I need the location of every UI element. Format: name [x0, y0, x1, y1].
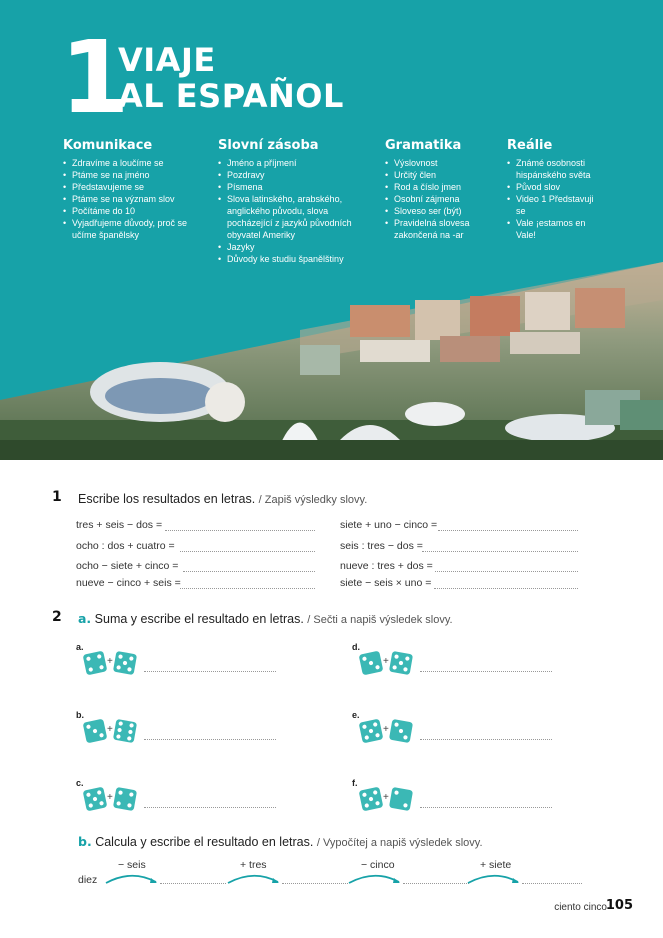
unit-title-line2: AL ESPAÑOL — [118, 77, 344, 115]
equation: ocho − siete + cinco = — [76, 560, 179, 572]
answer-line[interactable] — [183, 560, 315, 572]
chain-step-label: + siete — [480, 859, 512, 871]
answer-line[interactable] — [165, 519, 315, 531]
equation: siete + uno − cinco = — [340, 519, 438, 531]
exercise-2a-title — [78, 611, 453, 626]
list-item: • Důvody ke studiu španělštiny — [218, 253, 368, 265]
exercise-2b-subtitle: / Vypočítej a napiš výsledek slovy. — [316, 837, 483, 849]
plus-sign: + — [107, 724, 113, 735]
chain-arrow-icon — [104, 871, 160, 885]
list-item: • Písmena — [218, 181, 368, 193]
list-item: • Sloveso ser (být) — [385, 205, 495, 217]
list-item: • Pravidelná slovesa zakončená na -ar — [385, 217, 495, 241]
die-icon — [388, 718, 413, 743]
list-item: • Výslovnost — [385, 157, 495, 169]
answer-line[interactable] — [144, 728, 276, 740]
list-item: • Slova latinského, arabského, anglického původu, slova pocházející z jazyků původních obyvatel Ameriky — [218, 193, 368, 241]
list-item: • Pozdravy — [218, 169, 368, 181]
chain-arrow-icon — [466, 871, 522, 885]
chain-start: diez — [78, 874, 98, 886]
exercise-2a-subtitle: / Sečti a napiš výsledek slovy. — [307, 614, 453, 626]
page-number: 105 — [605, 898, 633, 913]
column-gramatika — [385, 138, 495, 241]
unit-title-line1: VIAJE — [118, 41, 216, 79]
chain-arrow-icon — [226, 871, 282, 885]
die-icon — [112, 650, 137, 675]
column-realie — [507, 138, 602, 241]
list-item: • Ptáme se na význam slov — [63, 193, 203, 205]
answer-line[interactable] — [522, 872, 582, 884]
plus-sign: + — [383, 656, 389, 667]
die-icon — [388, 786, 413, 811]
exercise-2b-letter: b. — [78, 834, 92, 849]
plus-sign: + — [383, 724, 389, 735]
unit-title — [118, 42, 344, 114]
list-item: • Určitý člen — [385, 169, 495, 181]
unit-header — [0, 0, 663, 460]
equation: seis : tres − dos = — [340, 540, 423, 552]
list-item: • Video 1 Představuji se — [507, 193, 602, 217]
plus-sign: + — [107, 792, 113, 803]
equation: nueve − cinco + seis = — [76, 577, 181, 589]
plus-sign: + — [107, 656, 113, 667]
chain-step-label: − cinco — [361, 859, 395, 871]
answer-line[interactable] — [180, 540, 315, 552]
answer-line[interactable] — [420, 796, 552, 808]
page-number-words: ciento cinco — [554, 902, 607, 913]
column-heading: Gramatika — [385, 138, 462, 153]
dice-item-label: e. — [352, 710, 360, 720]
exercise-1-instruction: Escribe los resultados en letras. — [78, 492, 256, 506]
list-item: • Počítáme do 10 — [63, 205, 203, 217]
list-item: • Původ slov — [507, 181, 602, 193]
exercise-1-title — [78, 492, 367, 506]
answer-line[interactable] — [434, 577, 578, 589]
plus-sign: + — [383, 792, 389, 803]
answer-line[interactable] — [403, 872, 469, 884]
equation: ocho : dos + cuatro = — [76, 540, 175, 552]
dice-item-label: b. — [76, 710, 84, 720]
exercise-2-number: 2 — [52, 609, 62, 625]
answer-line[interactable] — [282, 872, 348, 884]
exercise-2a-letter: a. — [78, 611, 92, 626]
column-heading: Slovní zásoba — [218, 138, 319, 153]
dice-item-label: f. — [352, 778, 358, 788]
answer-line[interactable] — [144, 796, 276, 808]
column-heading: Reálie — [507, 138, 553, 153]
list-item: • Představujeme se — [63, 181, 203, 193]
equation: siete − seis × uno = — [340, 577, 432, 589]
list-item: • Jazyky — [218, 241, 368, 253]
exercise-1-number: 1 — [52, 489, 62, 505]
column-heading: Komunikace — [63, 138, 153, 153]
die-icon — [112, 718, 137, 743]
answer-line[interactable] — [422, 540, 578, 552]
exercise-2b-instruction: Calcula y escribe el resultado en letras. — [95, 835, 314, 849]
answer-line[interactable] — [438, 519, 578, 531]
die-icon — [82, 650, 108, 676]
list-item: • Osobní zájmena — [385, 193, 495, 205]
die-icon — [358, 650, 384, 676]
list-item: • Známé osobnosti hispánského světa — [507, 157, 602, 181]
exercise-2b-title — [78, 834, 483, 849]
dice-item-label: a. — [76, 642, 84, 652]
chain-step-label: − seis — [118, 859, 146, 871]
list-item: • Vale ¡estamos en Vale! — [507, 217, 602, 241]
dice-item-label: d. — [352, 642, 360, 652]
die-icon — [388, 650, 413, 675]
equation: tres + seis − dos = — [76, 519, 163, 531]
list-item: • Vyjadřujeme důvody, proč se učíme španělsky — [63, 217, 203, 241]
list-item: • Jméno a příjmení — [218, 157, 368, 169]
answer-line[interactable] — [144, 660, 276, 672]
answer-line[interactable] — [180, 577, 315, 589]
chain-arrow-icon — [347, 871, 403, 885]
list-item: • Ptáme se na jméno — [63, 169, 203, 181]
list-item: • Zdravíme a loučíme se — [63, 157, 203, 169]
dice-item-label: c. — [76, 778, 84, 788]
answer-line[interactable] — [420, 728, 552, 740]
unit-number: 1 — [60, 19, 126, 136]
column-slovni-zasoba — [218, 138, 368, 265]
exercise-2a-instruction: Suma y escribe el resultado en letras. — [94, 612, 304, 626]
list-item: • Rod a číslo jmen — [385, 181, 495, 193]
die-icon — [358, 786, 384, 812]
die-icon — [358, 718, 384, 744]
answer-line[interactable] — [420, 660, 552, 672]
die-icon — [82, 718, 108, 744]
chain-step-label: + tres — [240, 859, 267, 871]
answer-line[interactable] — [435, 560, 578, 572]
die-icon — [112, 786, 137, 811]
exercise-1-subtitle: / Zapiš výsledky slovy. — [258, 494, 368, 506]
column-komunikace — [63, 138, 203, 241]
equation: nueve : tres + dos = — [340, 560, 433, 572]
die-icon — [82, 786, 108, 812]
answer-line[interactable] — [160, 872, 226, 884]
